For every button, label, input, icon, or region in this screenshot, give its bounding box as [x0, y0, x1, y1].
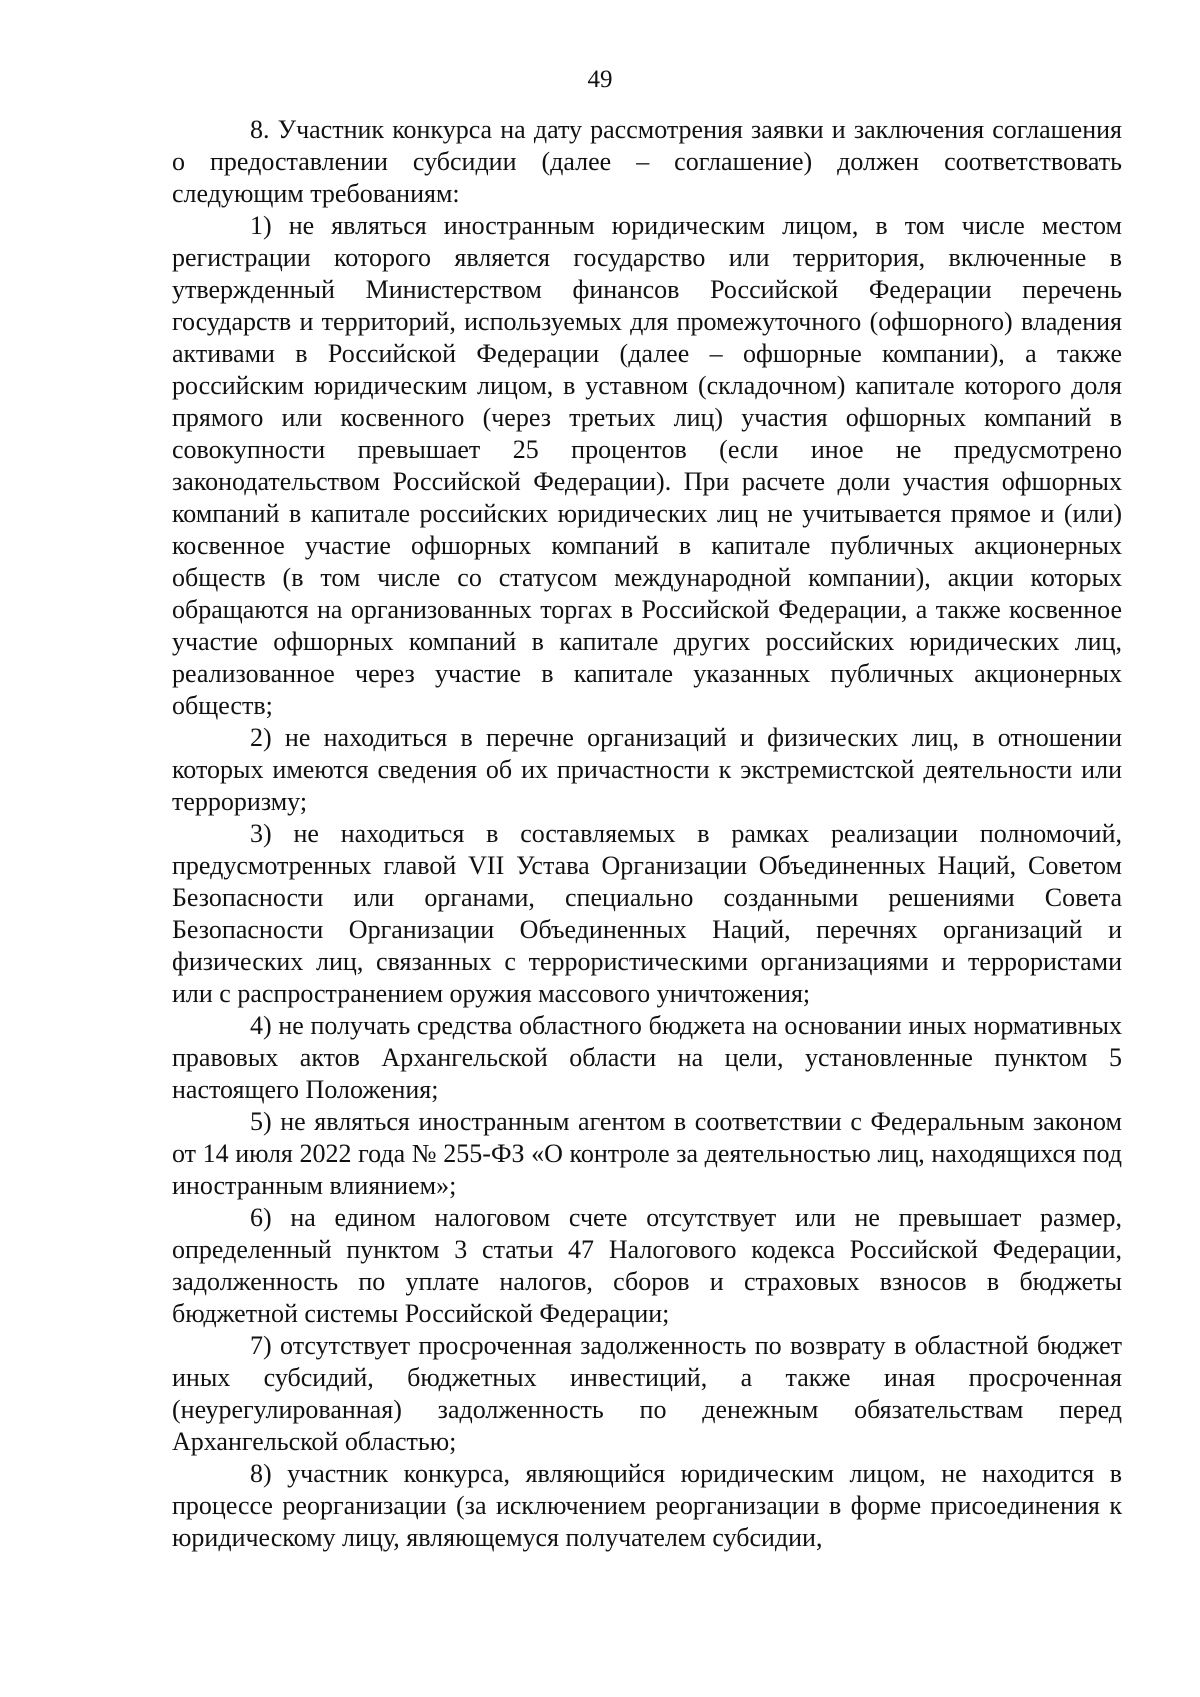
paragraph-item-8: 8) участник конкурса, являющийся юридическим лицом, не находится в процессе реорганизации (за исключением реорганизации в форме присоединения к юридическому лицу, являющемуся получателем субсидии, [172, 1459, 1122, 1552]
paragraph-item-5: 5) не являться иностранным агентом в соответствии с Федеральным законом от 14 июля 2022 года № 255-ФЗ «О контроле за деятельностью лиц, находящихся под иностранным влиянием»; [172, 1107, 1122, 1200]
paragraph-item-6: 6) на едином налоговом счете отсутствует или не превышает размер, определенный пунктом 3 статьи 47 Налогового кодекса Российской Федерации, задолженность по уплате налогов, сборов и страховых взносов в бюджеты бюджетной системы Российской Федерации; [172, 1203, 1122, 1328]
document-body [172, 114, 1122, 1554]
paragraph-item-3: 3) не находиться в составляемых в рамках реализации полномочий, предусмотренных главой VII Устава Организации Объединенных Наций, Советом Безопасности или органами, специально созданными решениями Совета Безопасности Организации Объединенных Наций, перечнях организаций и физических лиц, связанных с террористическими организациями и террористами или с распространением оружия массового уничтожения; [172, 819, 1122, 1008]
paragraph-item-7: 7) отсутствует просроченная задолженность по возврату в областной бюджет иных субсидий, бюджетных инвестиций, а также иная просроченная (неурегулированная) задолженность по денежным обязательствам перед Архангельской областью; [172, 1331, 1122, 1456]
paragraph-item-2: 2) не находиться в перечне организаций и физических лиц, в отношении которых имеются сведения об их причастности к экстремистской деятельности или терроризму; [172, 723, 1122, 816]
page-number: 49 [587, 66, 613, 93]
paragraph-intro: 8. Участник конкурса на дату рассмотрения заявки и заключения соглашения о предоставлении субсидии (далее – соглашение) должен соответствовать следующим требованиям: [172, 115, 1122, 208]
paragraph-item-1: 1) не являться иностранным юридическим лицом, в том числе местом регистрации которого является государство или территория, включенные в утвержденный Министерством финансов Российской Федерации перечень государств и территорий, используемых для промежуточного (офшорного) владения активами в Российской Федерации (далее – офшорные компании), а также российским юридическим лицом, в уставном (складочном) капитале которого доля прямого или косвенного (через третьих лиц) участия офшорных компаний в совокупности превышает 25 процентов (если иное не предусмотрено законодательством Российской Федерации). При расчете доли участия офшорных компаний в капитале российских юридических лиц не учитывается прямое и (или) косвенное участие офшорных компаний в капитале публичных акционерных обществ (в том числе со статусом международной компании), акции которых обращаются на организованных торгах в Российской Федерации, а также косвенное участие офшорных компаний в капитале других российских юридических лиц, реализованное через участие в капитале указанных публичных акционерных обществ; [172, 211, 1122, 720]
paragraph-item-4: 4) не получать средства областного бюджета на основании иных нормативных правовых актов Архангельской области на цели, установленные пунктом 5 настоящего Положения; [172, 1011, 1122, 1104]
